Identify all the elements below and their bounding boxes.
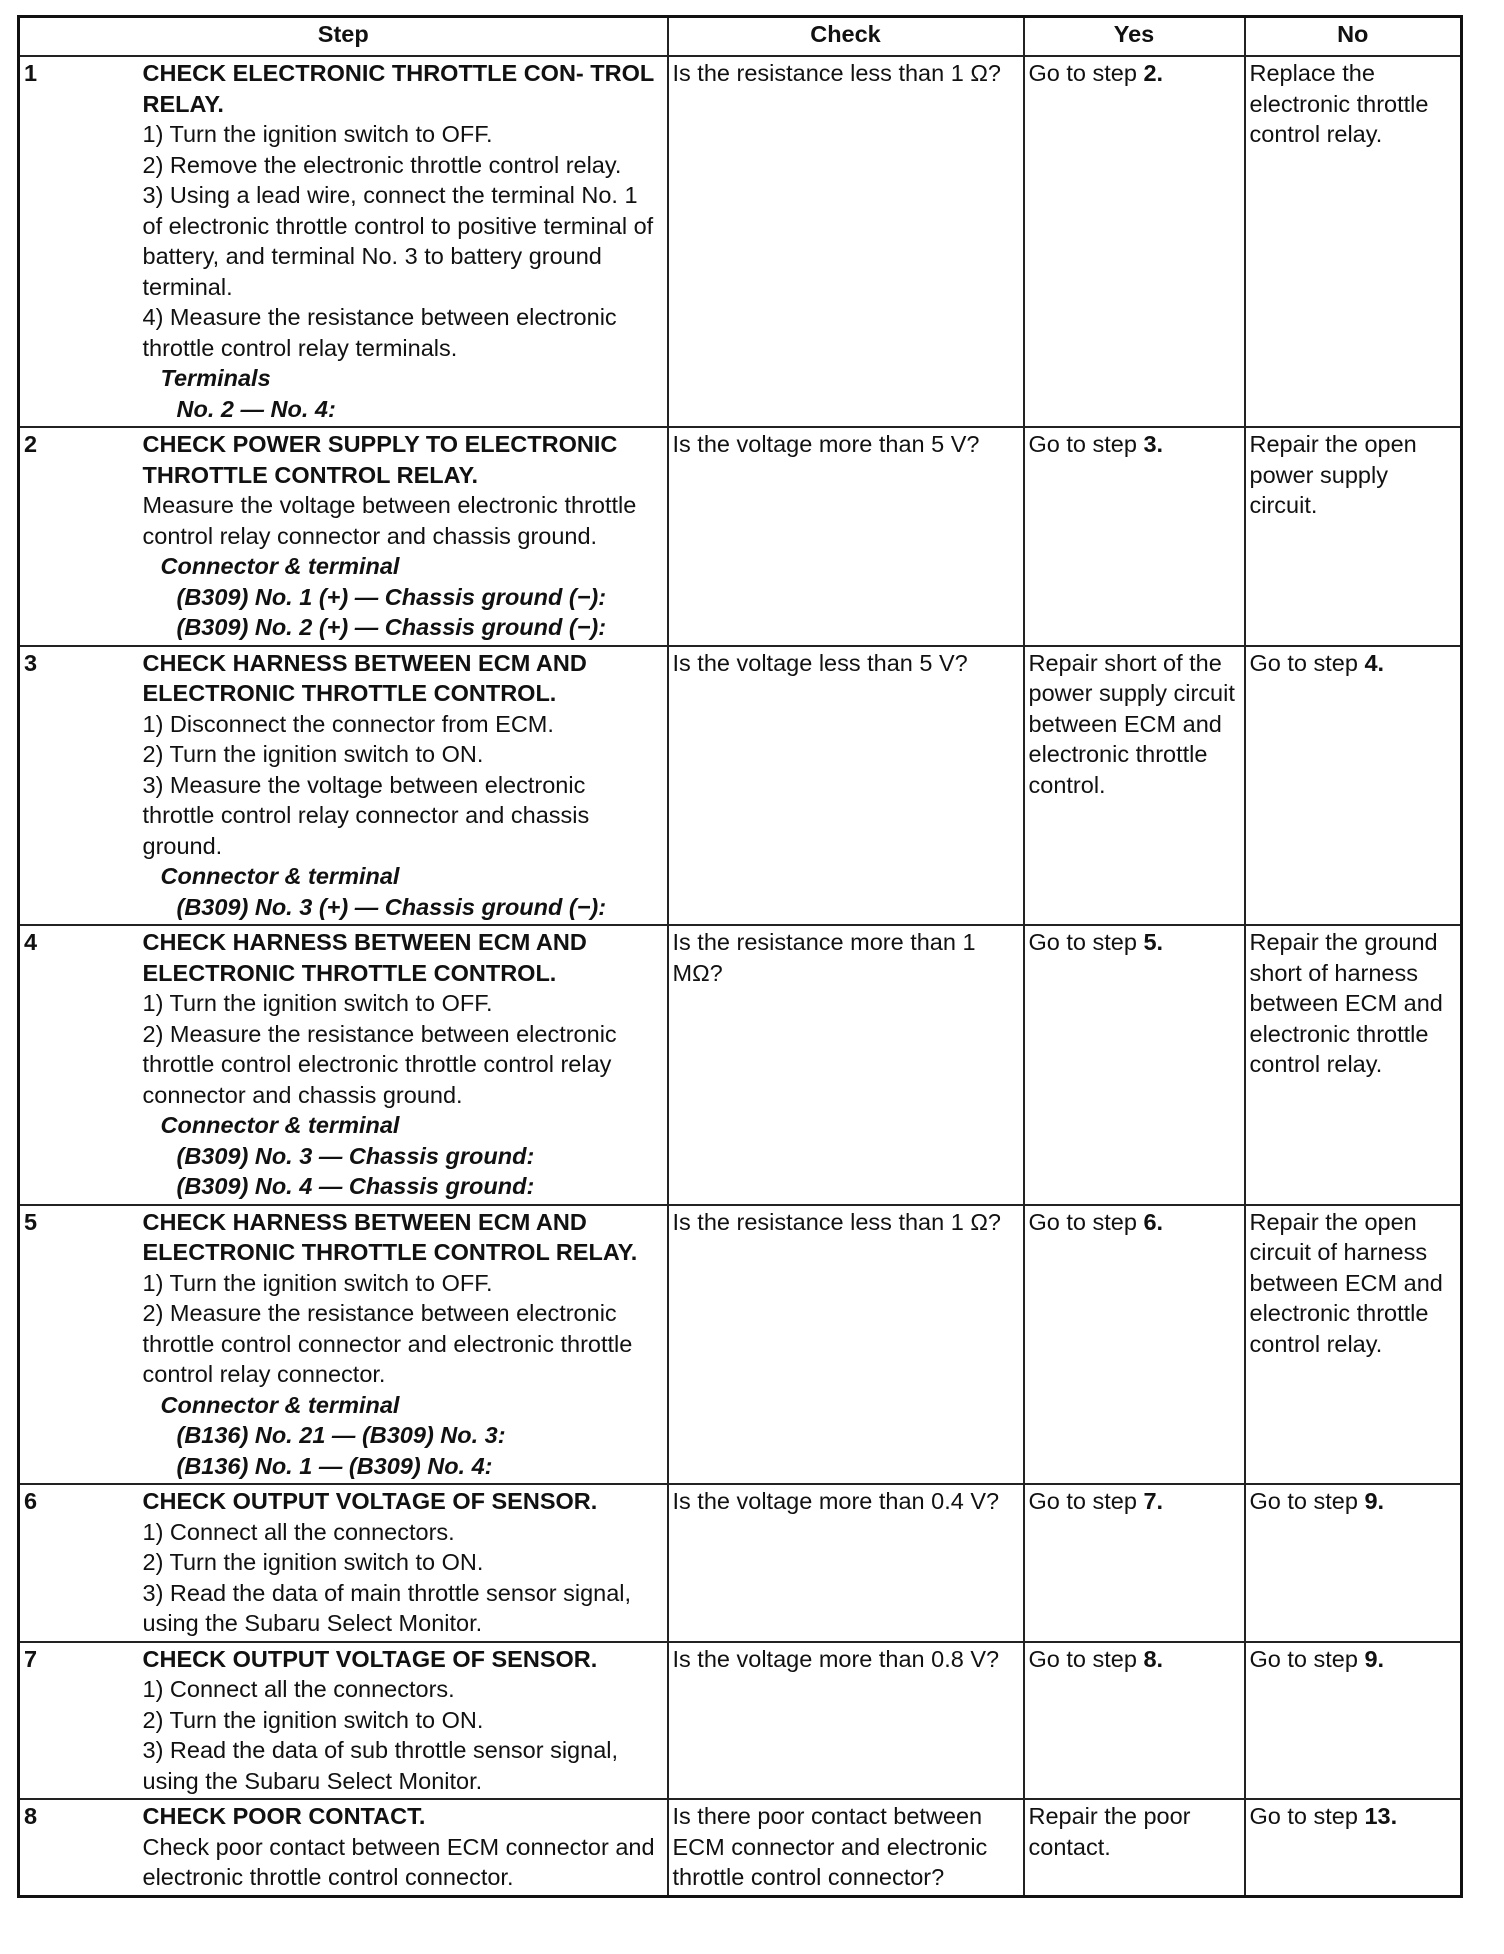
- no-text: Go to step: [1249, 1803, 1365, 1829]
- no-cell: [1245, 427, 1462, 646]
- header-row: [19, 17, 1462, 57]
- header-no: No: [1245, 17, 1462, 57]
- step-instruction: 4) Measure the resistance between electronic throttle control relay terminals.: [142, 304, 617, 361]
- step-instruction: 1) Turn the ignition switch to OFF.: [142, 121, 493, 147]
- yes-text: Repair the poor contact.: [1028, 1803, 1191, 1860]
- terminal-spec: (B309) No. 3 (+) — Chassis ground (−):: [176, 893, 607, 920]
- check-cell: Is the voltage more than 0.8 V?: [668, 1642, 1024, 1800]
- yes-text: Go to step: [1028, 929, 1144, 955]
- step-instruction: 2) Remove the electronic throttle control relay.: [142, 151, 622, 178]
- step-cell: [139, 1205, 668, 1485]
- yes-step-ref: 5.: [1143, 929, 1164, 955]
- yes-cell: [1024, 646, 1245, 926]
- yes-step-ref: 6.: [1143, 1208, 1164, 1235]
- check-cell: Is the voltage less than 5 V?: [668, 646, 1024, 926]
- step-title: CHECK OUTPUT VOLTAGE OF SENSOR.: [142, 1645, 598, 1672]
- header-yes: Yes: [1024, 17, 1245, 57]
- yes-step-ref: 7.: [1143, 1488, 1164, 1514]
- step-number: 4: [19, 925, 139, 1205]
- no-step-ref: 4.: [1364, 649, 1385, 676]
- yes-text: Go to step: [1028, 1208, 1144, 1235]
- step-title: CHECK OUTPUT VOLTAGE OF SENSOR.: [142, 1488, 598, 1514]
- yes-cell: [1024, 1205, 1245, 1485]
- yes-cell: [1024, 427, 1245, 646]
- step-instruction: 2) Turn the ignition switch to ON.: [142, 1549, 484, 1575]
- step-instruction: 1) Connect all the connectors.: [142, 1676, 455, 1702]
- step-instruction: 2) Turn the ignition switch to ON.: [142, 741, 484, 767]
- no-cell: [1245, 1205, 1462, 1485]
- terminal-spec: No. 2 — No. 4:: [176, 395, 336, 422]
- step-number: 1: [19, 56, 139, 427]
- no-cell: [1245, 56, 1462, 427]
- step-subheading: Connector & terminal: [160, 863, 400, 889]
- check-cell: Is there poor contact between ECM connector and electronic throttle control connector?: [668, 1799, 1024, 1896]
- step-instruction: 3) Read the data of main throttle sensor signal, using the Subaru Select Monitor.: [142, 1579, 632, 1636]
- no-text: Repair the open circuit of harness between ECM and electronic throttle control relay.: [1249, 1208, 1443, 1357]
- step-cell: [139, 56, 668, 427]
- no-text: Go to step: [1249, 649, 1365, 676]
- step-instruction: 2) Measure the resistance between electronic throttle control connector and electronic throttle control relay connector.: [142, 1300, 633, 1387]
- step-number: 2: [19, 427, 139, 646]
- terminal-spec: (B309) No. 1 (+) — Chassis ground (−):: [176, 583, 607, 610]
- step-number: 6: [19, 1484, 139, 1642]
- step-instruction: 1) Turn the ignition switch to OFF.: [142, 990, 493, 1016]
- step-subheading: Terminals: [160, 365, 271, 391]
- yes-text: Go to step: [1028, 1488, 1144, 1514]
- no-cell: [1245, 1484, 1462, 1642]
- step-cell: [139, 646, 668, 926]
- step-cell: [139, 1642, 668, 1800]
- step-title: CHECK HARNESS BETWEEN ECM AND ELECTRONIC THROTTLE CONTROL RELAY.: [142, 1208, 638, 1265]
- yes-text: Go to step: [1028, 431, 1144, 457]
- yes-cell: [1024, 1799, 1245, 1896]
- yes-cell: [1024, 1484, 1245, 1642]
- step-subheading: Connector & terminal: [160, 553, 400, 579]
- no-cell: [1245, 646, 1462, 926]
- step-title: CHECK POOR CONTACT.: [142, 1803, 426, 1829]
- step-number: 7: [19, 1642, 139, 1800]
- step-number: 5: [19, 1205, 139, 1485]
- step-instruction: 2) Measure the resistance between electronic throttle control electronic throttle control relay connector and chassis ground.: [142, 1020, 617, 1108]
- no-step-ref: 9.: [1364, 1488, 1385, 1514]
- yes-cell: [1024, 1642, 1245, 1800]
- terminal-spec: (B136) No. 1 — (B309) No. 4:: [176, 1452, 493, 1479]
- step-title: CHECK HARNESS BETWEEN ECM AND ELECTRONIC THROTTLE CONTROL.: [142, 929, 587, 986]
- yes-step-ref: 3.: [1143, 431, 1164, 457]
- yes-text: Repair short of the power supply circuit between ECM and electronic throttle control.: [1028, 649, 1235, 798]
- step-cell: [139, 1484, 668, 1642]
- no-cell: [1245, 925, 1462, 1205]
- no-cell: [1245, 1799, 1462, 1896]
- step-subheading: Connector & terminal: [160, 1112, 400, 1138]
- step-instruction: Check poor contact between ECM connector and electronic throttle control connector.: [142, 1833, 655, 1890]
- yes-cell: [1024, 56, 1245, 427]
- step-instruction: 1) Turn the ignition switch to OFF.: [142, 1269, 493, 1296]
- no-text: Repair the open power supply circuit.: [1249, 431, 1417, 518]
- terminal-spec: (B136) No. 21 — (B309) No. 3:: [176, 1422, 506, 1448]
- terminal-spec: (B309) No. 3 — Chassis ground:: [176, 1142, 535, 1169]
- no-cell: [1245, 1642, 1462, 1800]
- terminal-spec: (B309) No. 4 — Chassis ground:: [176, 1173, 535, 1199]
- yes-text: Go to step: [1028, 1645, 1144, 1672]
- check-cell: Is the voltage more than 5 V?: [668, 427, 1024, 646]
- step-title: CHECK POWER SUPPLY TO ELECTRONIC THROTTLE CONTROL RELAY.: [142, 431, 618, 488]
- step-instruction: 2) Turn the ignition switch to ON.: [142, 1706, 484, 1733]
- diagnostic-table: [17, 15, 1463, 1898]
- step-cell: [139, 427, 668, 646]
- step-title: CHECK HARNESS BETWEEN ECM AND ELECTRONIC THROTTLE CONTROL.: [142, 649, 587, 706]
- check-cell: Is the resistance less than 1 Ω?: [668, 1205, 1024, 1485]
- step-number: 3: [19, 646, 139, 926]
- check-cell: Is the voltage more than 0.4 V?: [668, 1484, 1024, 1642]
- table-row: [19, 56, 1462, 427]
- step-instruction: 3) Measure the voltage between electronic throttle control relay connector and chassis ground.: [142, 771, 590, 859]
- table-row: [19, 646, 1462, 926]
- check-cell: Is the resistance more than 1 MΩ?: [668, 925, 1024, 1205]
- no-step-ref: 9.: [1364, 1645, 1385, 1672]
- table-row: [19, 925, 1462, 1205]
- table-row: [19, 1799, 1462, 1896]
- step-cell: [139, 925, 668, 1205]
- yes-text: Go to step: [1028, 60, 1144, 86]
- yes-step-ref: 8.: [1143, 1645, 1164, 1672]
- no-text: Repair the ground short of harness between ECM and electronic throttle control relay.: [1249, 929, 1443, 1077]
- table-row: [19, 427, 1462, 646]
- header-step: Step: [19, 17, 668, 57]
- no-text: Go to step: [1249, 1645, 1365, 1672]
- step-instruction: 3) Read the data of sub throttle sensor signal, using the Subaru Select Monitor.: [142, 1737, 619, 1794]
- yes-step-ref: 2.: [1143, 60, 1164, 86]
- header-check: Check: [668, 17, 1024, 57]
- step-cell: [139, 1799, 668, 1896]
- no-text: Replace the electronic throttle control relay.: [1249, 60, 1429, 147]
- no-step-ref: 13.: [1364, 1803, 1398, 1829]
- table-row: [19, 1484, 1462, 1642]
- check-cell: Is the resistance less than 1 Ω?: [668, 56, 1024, 427]
- step-subheading: Connector & terminal: [160, 1391, 400, 1418]
- no-text: Go to step: [1249, 1488, 1365, 1514]
- step-instruction: 1) Connect all the connectors.: [142, 1518, 455, 1545]
- step-title: CHECK ELECTRONIC THROTTLE CON- TROL RELAY.: [142, 60, 654, 117]
- table-row: [19, 1205, 1462, 1485]
- step-instruction: 1) Disconnect the connector from ECM.: [142, 710, 554, 737]
- terminal-spec: (B309) No. 2 (+) — Chassis ground (−):: [176, 614, 607, 640]
- table-row: [19, 1642, 1462, 1800]
- yes-cell: [1024, 925, 1245, 1205]
- step-instruction: Measure the voltage between electronic throttle control relay connector and chassis ground.: [142, 492, 637, 549]
- step-instruction: 3) Using a lead wire, connect the terminal No. 1 of electronic throttle control to positive terminal of battery, and terminal No. 3 to battery ground terminal.: [142, 182, 654, 300]
- step-number: 8: [19, 1799, 139, 1896]
